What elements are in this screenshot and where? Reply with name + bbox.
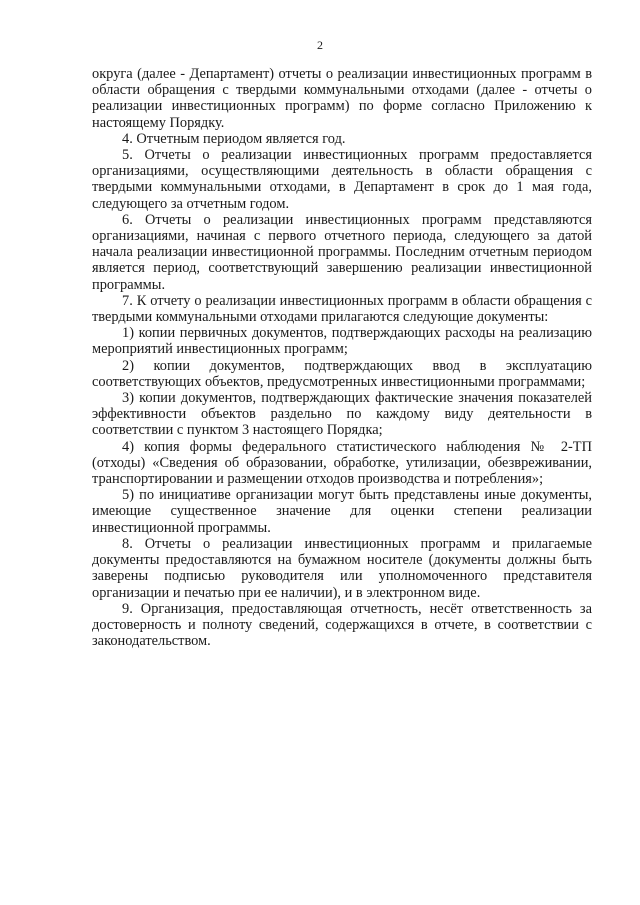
paragraph-item-5: 5. Отчеты о реализации инвестиционных программ предоставляется организациями, осуществляющими деятельность в области обращения с твердыми коммунальными отходами, в Департамент в срок до 1 мая года, следующего за отчетным годом. — [92, 147, 592, 212]
subitem-5: 5) по инициативе организации могут быть представлены иные документы, имеющие существенное значение для оценки степени реализации инвестиционной программы. — [92, 487, 592, 536]
paragraph-item-4: 4. Отчетным периодом является год. — [122, 130, 346, 147]
subitem-2: 2) копии документов, подтверждающих ввод в эксплуатацию соответствующих объектов, предусмотренных инвестиционными программами; — [92, 357, 592, 390]
paragraph-item-9: 9. Организация, предоставляющая отчетность, несёт ответственность за достоверность и полноту сведений, содержащихся в отчете, в соответствии с законодательством. — [92, 600, 592, 650]
document-body — [92, 66, 592, 649]
paragraph-continuation: округа (далее - Департамент) отчеты о реализации инвестиционных программ в области обращения с твердыми коммунальными отходами (далее - отчеты о реализации инвестиционных программ) по форме согласно Приложению к настоящему Порядку. — [92, 66, 592, 131]
subitem-4: 4) копия формы федерального статистического наблюдения № 2-ТП (отходы) «Сведения об образовании, обработке, утилизации, обезвреживании, транспортировании и размещении отходов производства и потребления»; — [92, 438, 592, 488]
subitem-1: 1) копии первичных документов, подтверждающих расходы на реализацию мероприятий инвестиционных программ; — [92, 325, 592, 358]
paragraph-item-7: 7. К отчету о реализации инвестиционных программ в области обращения с твердыми коммунальными отходами прилагаются следующие документы: — [92, 292, 592, 326]
page-number: 2 — [317, 38, 323, 52]
paragraph-item-6: 6. Отчеты о реализации инвестиционных программ представляются организациями, начиная с первого отчетного периода, следующего за датой начала реализации инвестиционной программы. Последним отчетным периодом является период, соответствующий завершению реализации инвестиционной программы. — [92, 211, 592, 293]
paragraph-item-8: 8. Отчеты о реализации инвестиционных программ и прилагаемые документы предоставляются на бумажном носителе (документы должны быть заверены подписью руководителя или уполномоченного представителя организации и печатью при ее наличии), и в электронном виде. — [92, 535, 592, 601]
subitem-3: 3) копии документов, подтверждающих фактические значения показателей эффективности объектов раздельно по каждому виду деятельности в соответствии с пунктом 3 настоящего Порядка; — [92, 390, 592, 439]
